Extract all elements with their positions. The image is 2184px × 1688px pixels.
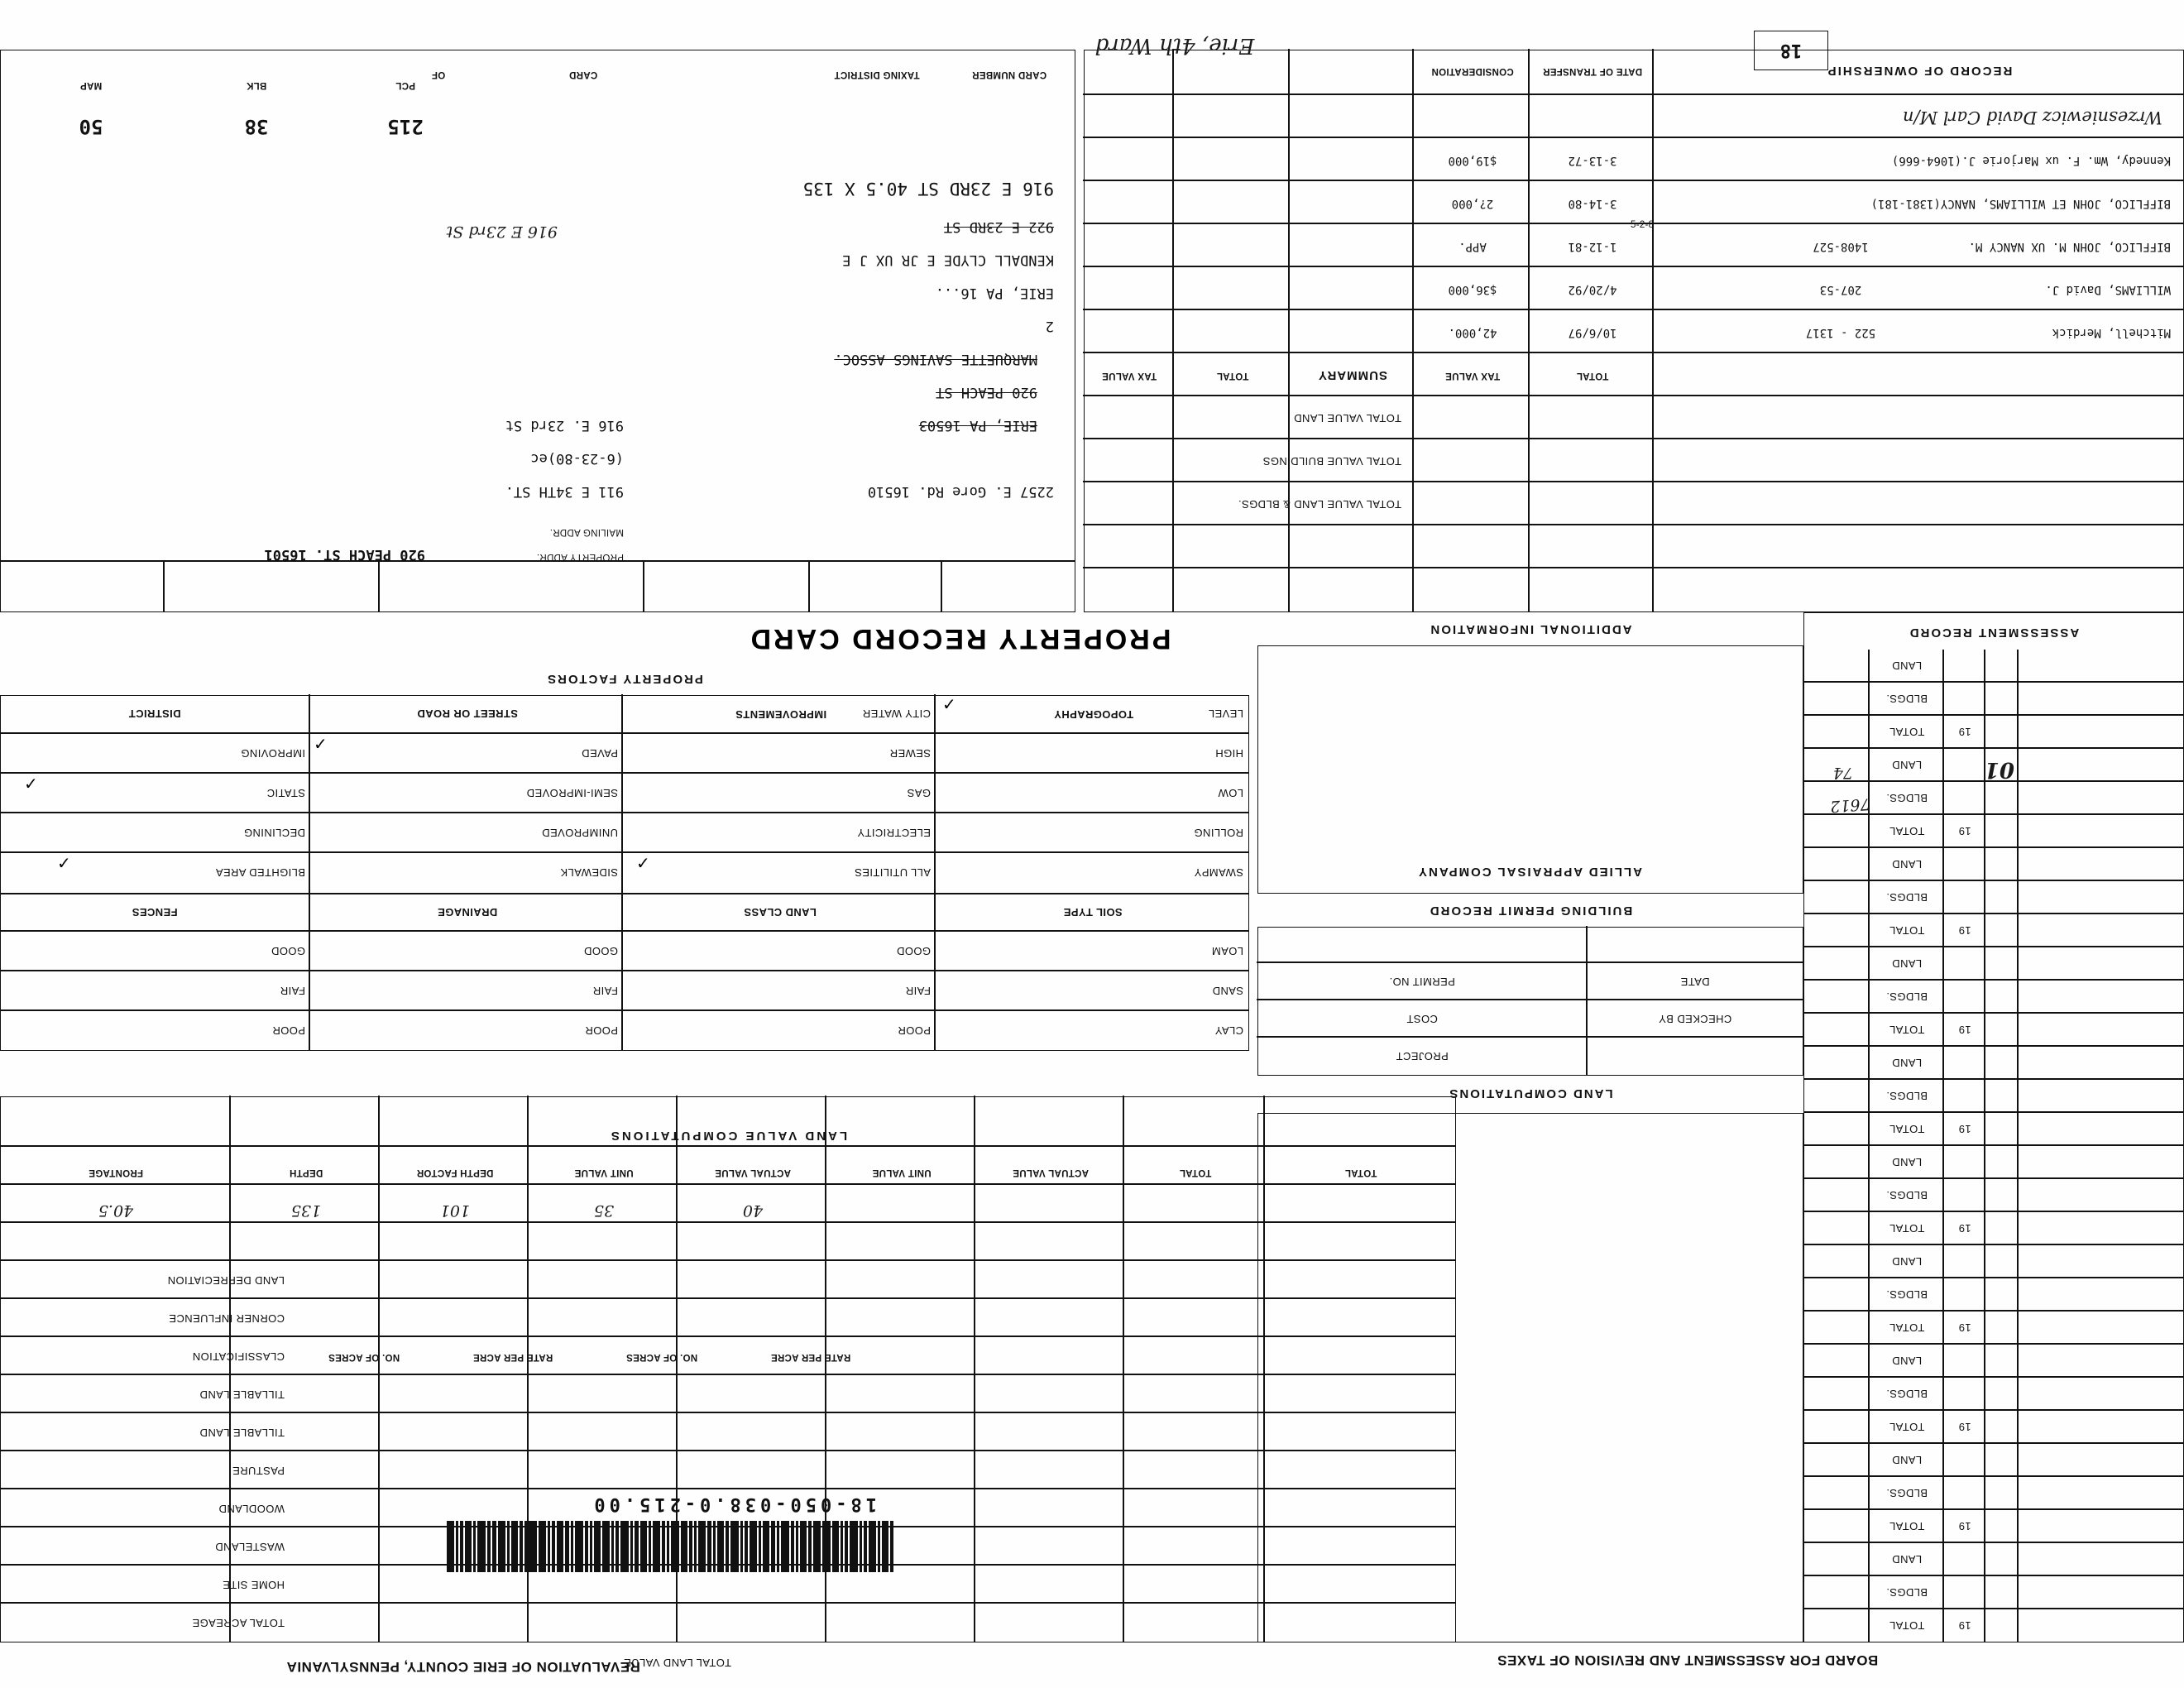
lvc-total-value	[1125, 1192, 1266, 1230]
lvc-col-total-2: TOTAL	[1344, 1168, 1377, 1177]
street-paved: PAVED	[581, 747, 618, 760]
ownership-row-name: WILLIAMS, David J.	[2045, 283, 2171, 296]
additional-information-box	[1257, 645, 1803, 894]
assess-label-land: LAND	[1891, 1454, 1923, 1467]
assess-label-land: LAND	[1891, 1057, 1923, 1070]
district-static: STATIC	[266, 787, 305, 800]
total-land-value-label: TOTAL LAND VALUE	[623, 1657, 731, 1670]
home-site-label: HOME SITE	[222, 1579, 285, 1592]
map-value: 50	[79, 115, 103, 138]
assess-year-marker: 19	[1958, 726, 1971, 739]
improvements-sewer: SEWER	[889, 747, 931, 760]
assess-label-bldgs: BLDGS.	[1885, 891, 1928, 904]
total-acreage-label: TOTAL ACREAGE	[192, 1617, 285, 1630]
lvc-col-actual-value-2: ACTUAL VALUE	[1013, 1168, 1089, 1177]
fences-good: GOOD	[271, 945, 305, 958]
assess-label-total: TOTAL	[1889, 1520, 1925, 1533]
permit-col-checked-by: CHECKED BY	[1658, 1013, 1732, 1025]
parcel-number-text: 18-050-038.0-215.00	[590, 1494, 877, 1514]
ownership-row-date: 3-14-80	[1568, 197, 1617, 210]
check-city-water: ✓	[942, 694, 956, 714]
assessment-row-labels	[1803, 650, 2184, 1642]
blk-label: BLK	[246, 80, 267, 90]
assess-label-total: TOTAL	[1889, 1222, 1925, 1235]
permit-col-permit-no: PERMIT NO.	[1389, 976, 1455, 988]
ownership-row-consideration: 42,000.	[1448, 326, 1497, 339]
corner-influence-label: CORNER INFLUENCE	[168, 1312, 285, 1326]
blk-value: 38	[244, 115, 269, 138]
property-address-line: 916 E 23RD ST 40.5 X 135	[802, 179, 1054, 199]
owner-number-2: 2	[1045, 318, 1054, 334]
land-computations-label: LAND COMPUTATIONS	[1448, 1086, 1613, 1101]
lvc-depth-factor-value: 101	[439, 1201, 471, 1220]
addr-struck-peach: 920 PEACH ST	[936, 384, 1037, 400]
lvc-frontage-value: 40.5	[98, 1201, 134, 1220]
acre-no-of-acres-1: NO. OF ACRES	[328, 1352, 400, 1362]
assess-label-bldgs: BLDGS.	[1885, 1090, 1928, 1103]
parcel-barcode	[248, 1521, 893, 1572]
record-of-ownership-title: RECORD OF OWNERSHIP	[1826, 64, 2013, 79]
lvc-actual-value: 40	[742, 1201, 764, 1220]
fences-fair: FAIR	[280, 985, 305, 998]
assess-label-land: LAND	[1891, 957, 1923, 971]
acre-rate-per-acre-1: RATE PER ACRE	[472, 1352, 553, 1362]
wasteland-label: WASTELAND	[214, 1541, 285, 1554]
ownership-row-consideration: APP.	[1458, 240, 1487, 253]
owner-handwritten-address: 916 E 23rd St	[446, 223, 558, 241]
assess-label-bldgs: BLDGS.	[1885, 1487, 1928, 1500]
col-improvements: IMPROVEMENTS	[735, 708, 827, 722]
assess-label-total: TOTAL	[1889, 825, 1925, 838]
check-all-utilities: ✓	[636, 853, 650, 873]
district-blighted-area: BLIGHTED AREA	[215, 866, 305, 880]
permit-col-date: DATE	[1680, 976, 1710, 988]
ownership-row-name: BIFFLICO, JOHN M. UX NANCY M.	[1968, 240, 2171, 253]
summary-col-tax-value-2: TAX VALUE	[1444, 371, 1501, 381]
owner-current-name: KENDALL CLYDE E JR UX J E	[842, 252, 1054, 268]
soil-loam: LOAM	[1211, 945, 1243, 958]
district-improving: IMPROVING	[241, 747, 305, 760]
lvc-col-actual-value: ACTUAL VALUE	[715, 1168, 791, 1177]
col-drainage: DRAINAGE	[437, 906, 498, 918]
drainage-good: GOOD	[583, 945, 618, 958]
additional-hand-note	[1611, 763, 1779, 824]
assess-hand-value-3: 01	[1984, 757, 2014, 782]
allied-appraisal-company: ALLIED APPRAISAL COMPANY	[1417, 865, 1642, 880]
gore-rd-address: 2257 E. Gore Rd. 16510	[867, 483, 1054, 500]
topography-swampy: SWAMPY	[1194, 866, 1243, 880]
land-depreciation-label: LAND DEPRECIATION	[167, 1274, 285, 1288]
acre-rate-per-acre-2: RATE PER ACRE	[770, 1352, 851, 1362]
acre-headers-row	[290, 1338, 1109, 1376]
property-factors-title: PROPERTY FACTORS	[546, 672, 703, 687]
lvc-col-total: TOTAL	[1179, 1168, 1212, 1177]
fences-poor: POOR	[272, 1024, 305, 1037]
permit-col-cost: COST	[1406, 1013, 1438, 1025]
assess-label-total: TOTAL	[1889, 1321, 1925, 1335]
assess-label-total: TOTAL	[1889, 1024, 1925, 1037]
col-street-or-road: STREET OR ROAD	[417, 707, 518, 721]
improvements-city-water: CITY WATER	[862, 707, 931, 721]
drainage-fair: FAIR	[592, 985, 618, 998]
addr-struck-erie: ERIE, PA 16503	[918, 417, 1037, 434]
taxing-district-label: TAXING DISTRICT	[834, 70, 920, 79]
assess-hand-value-2: 74	[1832, 764, 1853, 782]
building-permit-record-box	[1257, 927, 1803, 1076]
col-soil-type: SOIL TYPE	[1063, 906, 1123, 918]
assess-label-bldgs: BLDGS.	[1885, 693, 1928, 706]
assess-year-marker: 19	[1958, 1321, 1971, 1335]
summary-title: SUMMARY	[1318, 368, 1387, 383]
property-record-card-title: PROPERTY RECORD CARD	[748, 623, 1171, 655]
assess-year-marker: 19	[1958, 1024, 1971, 1037]
acre-no-of-acres-2: NO. OF ACRES	[625, 1352, 698, 1362]
assess-label-land: LAND	[1891, 1255, 1923, 1268]
owner-savings-assoc: MARQUETTE SAVINGS ASSOC.	[834, 351, 1037, 367]
map-label: MAP	[79, 80, 103, 90]
topography-high: HIGH	[1214, 747, 1243, 760]
assess-label-total: TOTAL	[1889, 924, 1925, 938]
summary-total-value-land-bldgs: TOTAL VALUE LAND & BLDGS.	[1238, 498, 1401, 511]
addr-911-e-34th: 911 E 34TH ST.	[505, 483, 624, 500]
woodland-label: WOODLAND	[218, 1503, 285, 1516]
assess-label-land: LAND	[1891, 759, 1923, 772]
improvements-gas: GAS	[907, 787, 931, 800]
assess-label-bldgs: BLDGS.	[1885, 1388, 1928, 1401]
ownership-row-hand: Wrzesniewicz David Carl M/n	[1903, 108, 2162, 127]
col-district: DISTRICT	[128, 707, 181, 721]
ownership-row-date: 4/20/92	[1568, 283, 1617, 296]
drainage-poor: POOR	[585, 1024, 618, 1037]
ward-note: Erie, 4th Ward	[1094, 33, 1255, 58]
ownership-row-consideration: $36,000	[1448, 283, 1497, 296]
owner-city-state: ERIE, PA 16...	[935, 285, 1054, 301]
building-permit-record-title: BUILDING PERMIT RECORD	[1428, 904, 1633, 918]
improvements-all-utilities: ALL UTILITIES	[854, 866, 931, 880]
improvements-electricity: ELECTRICITY	[857, 827, 931, 840]
check-static: ✓	[24, 774, 38, 794]
parcel-barcode-area	[248, 1481, 893, 1572]
assess-label-land: LAND	[1891, 1355, 1923, 1368]
classification-label: CLASSIFICATION	[192, 1350, 285, 1364]
deed-ref-1: 1408-527	[1813, 240, 1869, 253]
ownership-row-name: Mitchell, Merdick	[2052, 326, 2171, 339]
assess-year-marker: 19	[1958, 924, 1971, 938]
col-topography: TOPOGRAPHY	[1053, 708, 1134, 722]
card-number-label: CARD NUMBER	[971, 70, 1047, 79]
soil-clay: CLAY	[1214, 1024, 1243, 1037]
assess-label-total: TOTAL	[1889, 1123, 1925, 1136]
summary-col-total: TOTAL	[1216, 371, 1249, 381]
assess-label-land: LAND	[1891, 1553, 1923, 1566]
check-sidewalk: ✓	[57, 853, 71, 873]
lvc-col-unit-value: UNIT VALUE	[574, 1168, 634, 1177]
lvc-col-depth-factor: DEPTH FACTOR	[416, 1168, 494, 1177]
ownership-row-consideration: $19,000	[1448, 154, 1497, 167]
check-paved: ✓	[314, 734, 328, 754]
pasture-label: PASTURE	[232, 1465, 285, 1478]
assess-label-total: TOTAL	[1889, 726, 1925, 739]
ownership-row-date: 10/6/97	[1568, 326, 1617, 339]
assess-label-bldgs: BLDGS.	[1885, 1189, 1928, 1202]
summary-col-tax-value: TAX VALUE	[1101, 371, 1157, 381]
assess-label-total: TOTAL	[1889, 1421, 1925, 1434]
ward-box: 18	[1754, 31, 1828, 70]
of-label: OF	[431, 70, 446, 79]
ownership-row-date: 3-13-72	[1568, 154, 1617, 167]
col-fences: FENCES	[132, 906, 178, 918]
header-revaluation-title: REVALUATION OF ERIE COUNTY, PENNSYLVANIA	[286, 1659, 640, 1675]
deed-ref-2: 207-53	[1819, 283, 1862, 296]
assess-year-marker: 19	[1958, 1619, 1971, 1633]
assess-year-marker: 19	[1958, 825, 1971, 838]
summary-total-value-land: TOTAL VALUE LAND	[1293, 412, 1401, 425]
classification-column	[0, 1096, 290, 1642]
additional-information-title: ADDITIONAL INFORMATION	[1429, 622, 1632, 637]
pcl-value: 215	[387, 115, 424, 138]
mailing-addr-value: 920 PEACH ST. 16501	[264, 546, 425, 563]
landclass-poor: POOR	[898, 1024, 931, 1037]
soil-sand: SAND	[1212, 985, 1243, 998]
street-semi-improved: SEMI-IMPROVED	[526, 787, 618, 800]
street-sidewalk: SIDEWALK	[560, 866, 618, 880]
soil-type-table	[0, 894, 1249, 1051]
assess-hand-value-1: 7612	[1829, 794, 1871, 816]
tillable-land-label-1: TILLABLE LAND	[199, 1388, 285, 1402]
lvc-col-frontage: FRONTAGE	[88, 1168, 144, 1177]
topography-level: LEVEL	[1208, 707, 1243, 721]
property-addr-label: PROPERTY ADDR.	[536, 552, 624, 562]
landclass-good: GOOD	[896, 945, 931, 958]
assess-label-land: LAND	[1891, 858, 1923, 871]
assess-label-bldgs: BLDGS.	[1885, 1586, 1928, 1599]
owner-prev-address-struck: 922 E 23RD ST	[943, 218, 1054, 235]
ownership-small-note: 5-2-8	[1631, 220, 1655, 230]
assess-label-bldgs: BLDGS.	[1885, 990, 1928, 1004]
col-consideration: CONSIDERATION	[1431, 66, 1514, 76]
lvc-col-depth: DEPTH	[289, 1168, 323, 1177]
assess-year-marker: 19	[1958, 1520, 1971, 1533]
assess-label-land: LAND	[1891, 659, 1923, 673]
lvc-unit-value: 35	[593, 1201, 615, 1220]
assess-year-marker: 19	[1958, 1123, 1971, 1136]
assess-year-marker: 19	[1958, 1222, 1971, 1235]
summary-col-total-2: TOTAL	[1576, 371, 1609, 381]
district-declining: DECLINING	[243, 827, 305, 840]
deed-ref-3: 522 - 1317	[1805, 326, 1876, 339]
tillable-land-label-2: TILLABLE LAND	[199, 1427, 285, 1440]
assess-label-total: TOTAL	[1889, 1619, 1925, 1633]
assess-label-bldgs: BLDGS.	[1885, 792, 1928, 805]
col-land-class: LAND CLASS	[744, 906, 817, 918]
lvc-col-unit-value-2: UNIT VALUE	[872, 1168, 932, 1177]
landclass-fair: FAIR	[905, 985, 931, 998]
card-label: CARD	[568, 70, 598, 79]
col-date-of-transfer: DATE OF TRANSFER	[1542, 66, 1643, 76]
addr-alt-23rd: 916 E. 23rd St	[505, 417, 624, 434]
land-value-computations-title: LAND VALUE COMPUTATIONS	[608, 1129, 848, 1144]
pcl-label: PCL	[395, 80, 415, 90]
ownership-row-consideration: 2?,000	[1451, 197, 1494, 210]
assess-label-bldgs: BLDGS.	[1885, 1288, 1928, 1302]
addr-note-date: (6-23-80)ec	[530, 450, 624, 467]
mailing-addr-label: MAILING ADDR.	[549, 527, 624, 537]
ownership-row-date: 1-12-81	[1568, 240, 1617, 253]
permit-col-project: PROJECT	[1396, 1050, 1449, 1062]
topography-low: LOW	[1218, 787, 1243, 800]
ownership-row-name: Kennedy, Wm. F. ux Marjorie J.(1064-666)	[1891, 154, 2171, 167]
lvc-depth-value: 135	[290, 1201, 322, 1220]
summary-total-value-buildings: TOTAL VALUE BUILDINGS	[1262, 455, 1401, 468]
header-board-title: BOARD FOR ASSESSMENT AND REVISION OF TAXES	[1497, 1652, 1879, 1668]
topography-rolling: ROLLING	[1194, 827, 1243, 840]
street-unimproved: UNIMPROVED	[541, 827, 618, 840]
ownership-row-name: BIFFLICO, JOHN ET WILLIAMS, NANCY(1381-181)	[1870, 197, 2171, 210]
assess-year-marker: 19	[1958, 1421, 1971, 1434]
assess-label-land: LAND	[1891, 1156, 1923, 1169]
assessment-record-title: ASSESSMENT RECORD	[1908, 626, 2080, 640]
